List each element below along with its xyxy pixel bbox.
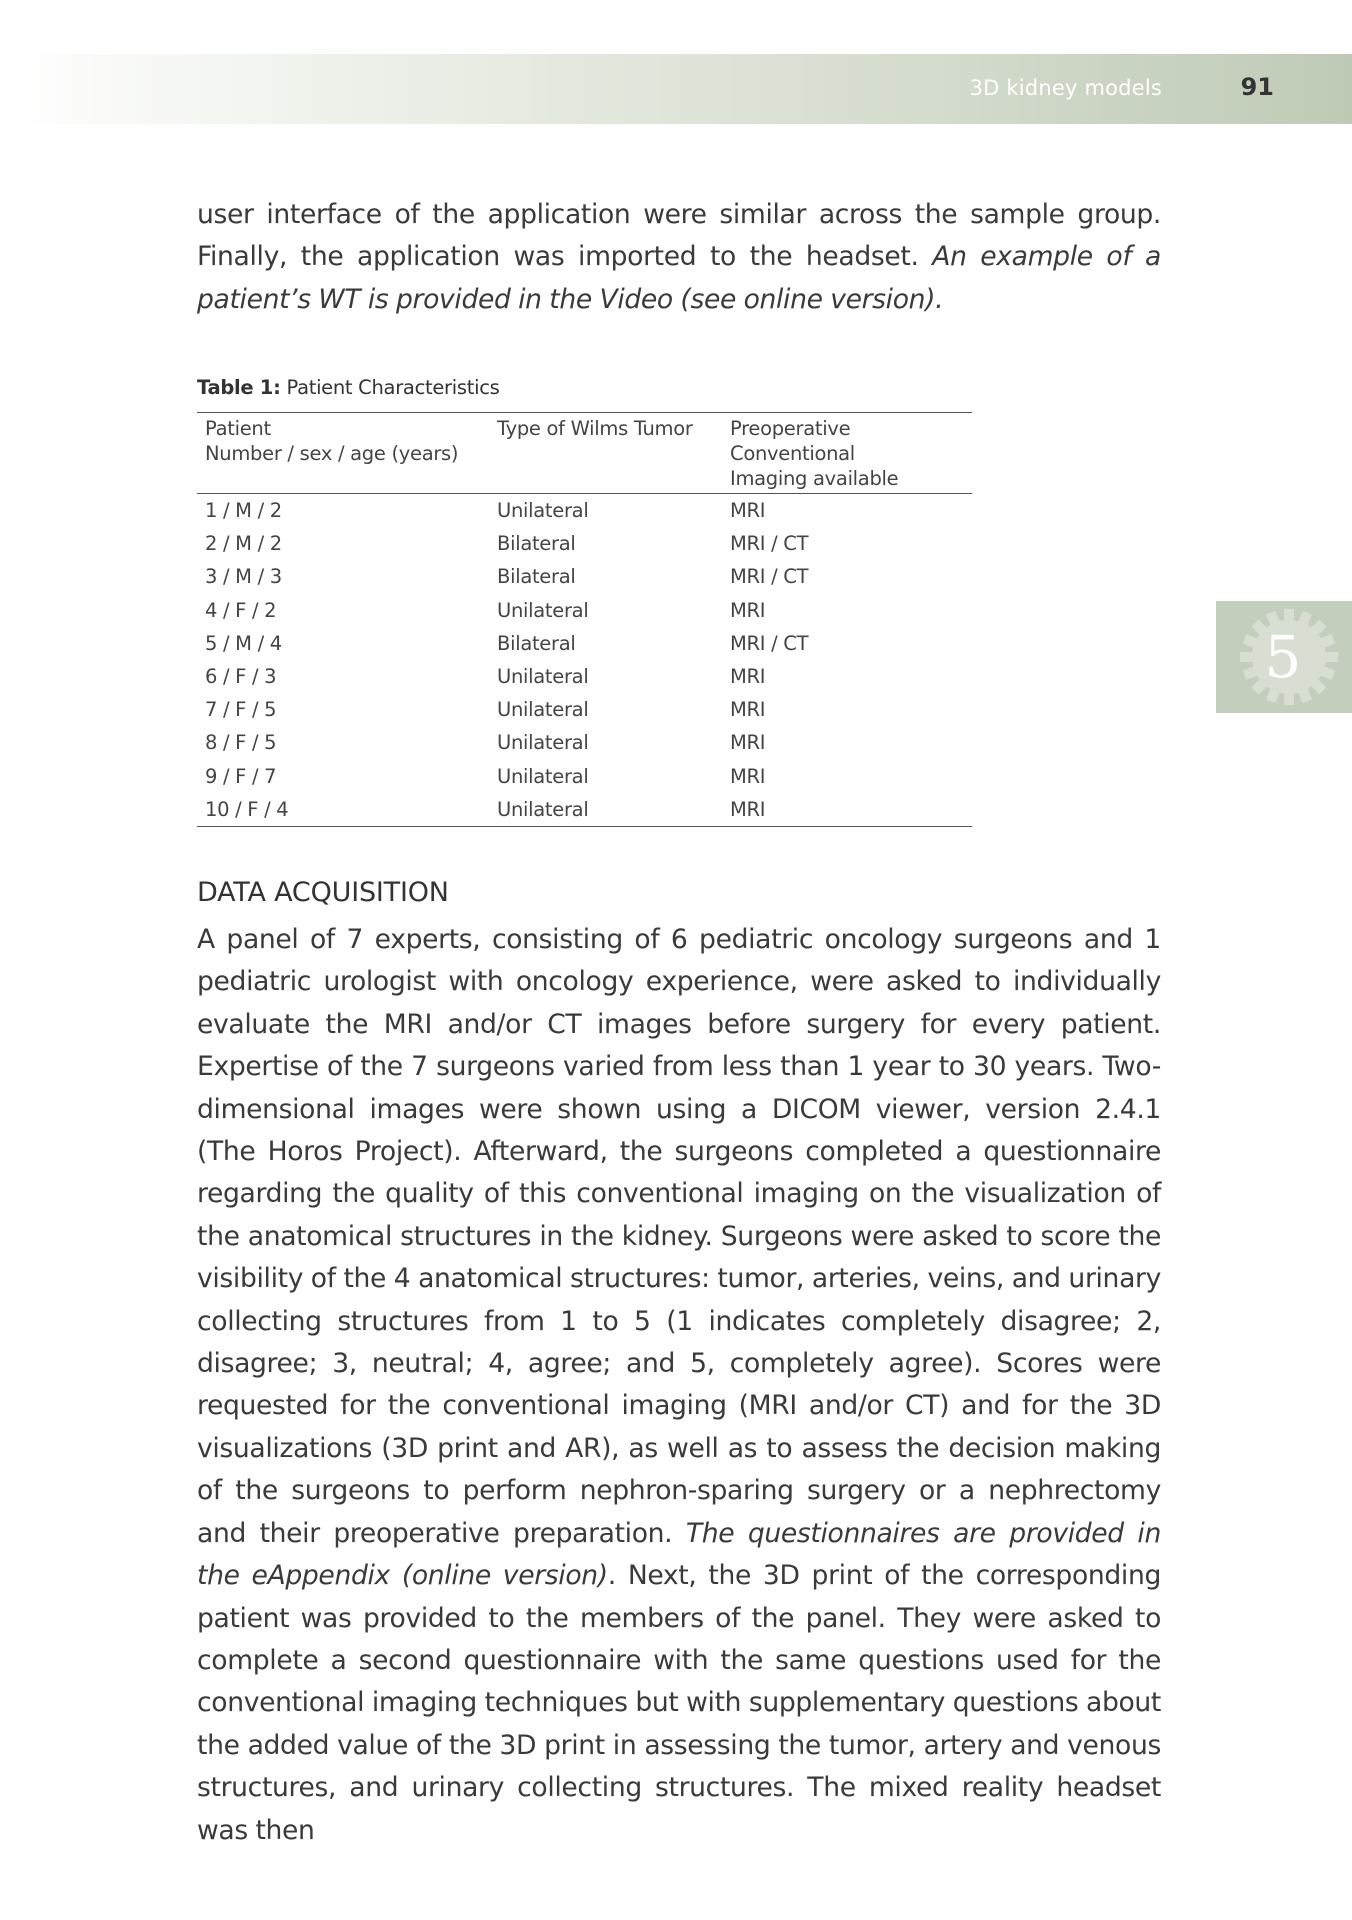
table-cell: Bilateral xyxy=(497,631,576,655)
table-cell: 3 / M / 3 xyxy=(205,565,282,589)
table-cell: MRI xyxy=(730,764,766,788)
table-cell: 9 / F / 7 xyxy=(205,764,277,788)
chapter-number: 5 xyxy=(1264,623,1302,691)
table-cell: Unilateral xyxy=(497,499,589,522)
table-cell: MRI xyxy=(730,665,766,689)
table-cell: Unilateral xyxy=(489,793,722,827)
patient-characteristics-table xyxy=(197,412,972,827)
chapter-tab xyxy=(1216,601,1352,713)
table-caption-text: Patient Characteristics xyxy=(286,376,500,399)
data-acquisition-paragraph xyxy=(197,919,1161,1852)
table-cell: MRI xyxy=(730,499,766,522)
table-cell: Unilateral xyxy=(497,598,589,622)
table-cell: MRI / CT xyxy=(730,532,809,556)
table-row xyxy=(197,494,972,528)
table-cell: 4 / F / 2 xyxy=(205,598,277,622)
table-cell: Unilateral xyxy=(497,665,589,689)
table-caption-label: Table 1: xyxy=(197,376,281,399)
table-cell: Unilateral xyxy=(497,731,589,755)
table-cell: 1 / M / 2 xyxy=(205,499,282,522)
gear-icon xyxy=(1216,601,1352,713)
table-cell: 7 / F / 5 xyxy=(205,698,277,722)
table-row xyxy=(197,793,972,827)
table-cell: Unilateral xyxy=(497,698,589,722)
column-header-imaging: Preoperative Conventional Imaging available xyxy=(722,413,972,494)
table-cell: MRI / CT xyxy=(730,565,809,589)
table-cell: MRI xyxy=(730,598,766,622)
table-header-row xyxy=(197,413,972,494)
table-cell: MRI xyxy=(730,731,766,755)
running-title: 3D kidney models xyxy=(969,76,1162,100)
table-row xyxy=(197,627,972,660)
column-header-tumor-type: Type of Wilms Tumor xyxy=(489,413,722,494)
table-cell: MRI xyxy=(730,698,766,722)
table-cell: Bilateral xyxy=(497,532,576,556)
intro-paragraph xyxy=(197,194,1161,321)
body-text: A panel of 7 experts, consisting of 6 pediatric oncology surgeons and 1 pediatric urologist with oncology experience, were asked to individually evaluate the MRI and/or CT images before surgery for every patient. Expertise of the 7 surgeons varied from less than 1 year to 30 years. Two-dimensional images were shown using a DICOM viewer, version 2.4.1 (The Horos Project). Afterward, the surgeons completed a questionnaire regarding the quality of this conventional imaging on the visualization of the anatomical structures in the kidney. Surgeons were asked to score the visibility of the 4 anatomical structures: tumor, arteries, veins, and urinary collecting structures from 1 to 5 (1 indicates completely disagree; 2, disagree; 3, neutral; 4, agree; and 5, completely agree). Scores were requested for the conventional imaging (MRI and/or CT) and for the 3D visualizations (3D print and AR), as well as to assess the decision making of the surgeons to perform nephron-sparing surgery or a nephrectomy and their preoperative preparation. xyxy=(197,924,1161,1549)
intro-italic: An example of a patient’s WT is provided in the Video (see online version). xyxy=(197,241,1161,315)
section-heading: DATA ACQUISITION xyxy=(197,877,449,908)
table-cell: 6 / F / 3 xyxy=(205,665,277,689)
table-cell: Unilateral xyxy=(497,764,589,788)
body-text-continued: . Next, the 3D print of the corresponding patient was provided to the members of the panel. They were asked to complete a second questionnaire with the same questions used for the conventional imaging techniques but with supplementary questions about the added value of the 3D print in assessing the tumor, artery and venous structures, and urinary collecting structures. The mixed reality headset was then xyxy=(197,1560,1161,1846)
table-cell: 10 / F / 4 xyxy=(197,793,489,827)
intro-text: user interface of the application were similar across the sample group. Finally, the application was imported to the headset. xyxy=(197,199,1161,273)
table-row xyxy=(197,560,972,593)
table-row xyxy=(197,527,972,560)
table-cell: MRI / CT xyxy=(730,631,809,655)
table-cell: 5 / M / 4 xyxy=(205,631,282,655)
table-cell: 8 / F / 5 xyxy=(205,731,277,755)
table-cell: MRI xyxy=(722,793,972,827)
table-row xyxy=(197,760,972,793)
table-row xyxy=(197,660,972,693)
table-cell: Bilateral xyxy=(497,565,576,589)
page-number: 91 xyxy=(1240,73,1274,101)
table-row xyxy=(197,726,972,759)
table-row xyxy=(197,693,972,726)
table-cell: 2 / M / 2 xyxy=(205,532,282,556)
body-italic: The questionnaires are provided in the eAppendix (online version) xyxy=(197,1517,1161,1592)
table-caption xyxy=(197,376,499,399)
column-header-patient: Patient Number / sex / age (years) xyxy=(197,413,489,494)
table-row xyxy=(197,594,972,627)
